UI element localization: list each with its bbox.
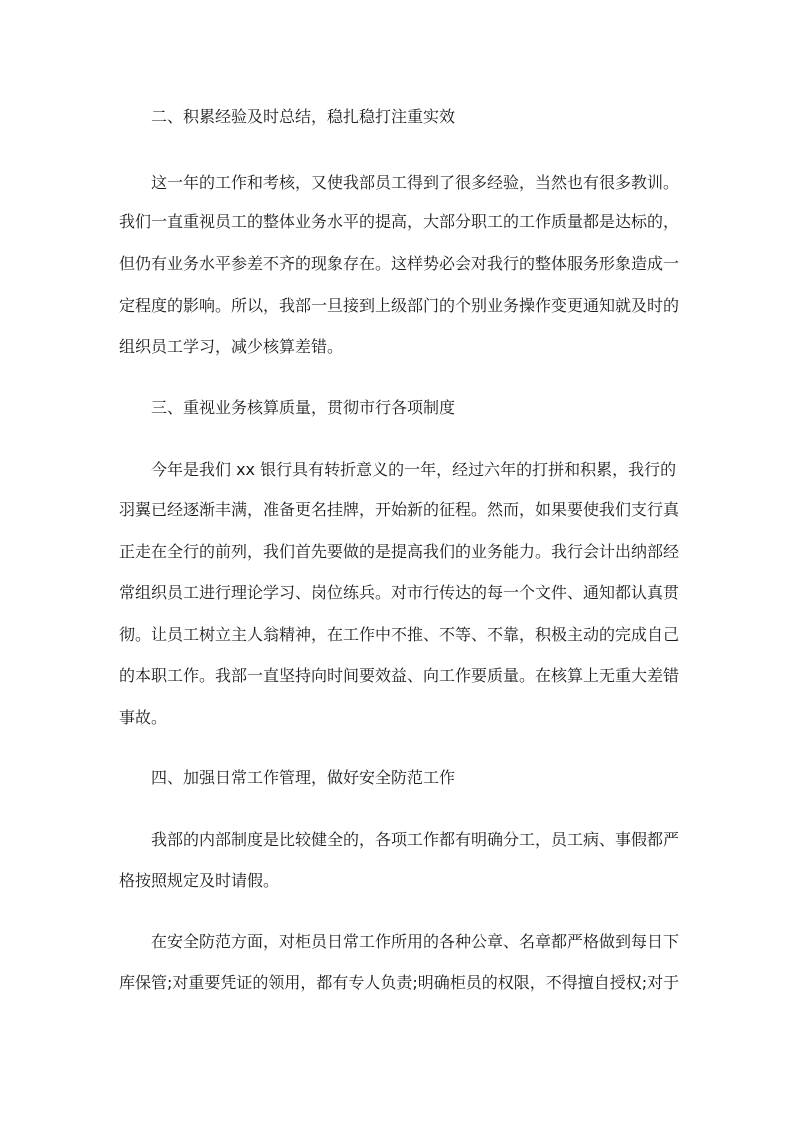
paragraph-line: 常组织员工进行理论学习、岗位练兵。对市行传达的每一个文件、通知都认真贯 xyxy=(119,583,680,602)
paragraph-line: 我们一直重视员工的整体业务水平的提高，大部分职工的工作质量都是达标的， xyxy=(119,212,680,231)
paragraph-line: 羽翼已经逐渐丰满，准备更名挂牌，开始新的征程。然而，如果要使我们支行真 xyxy=(119,500,680,519)
paragraph-line: 的本职工作。我部一直坚持向时间要效益、向工作要质量。在核算上无重大差错 xyxy=(119,666,680,685)
paragraph-line: 库保管;对重要凭证的领用，都有专人负责;明确柜员的权限，不得擅自授权;对于 xyxy=(119,973,680,992)
paragraph-line: 定程度的影响。所以，我部一旦接到上级部门的个别业务操作变更通知就及时的 xyxy=(119,296,680,315)
paragraph-line: 我部的内部制度是比较健全的，各项工作都有明确分工，员工病、事假都严 xyxy=(151,830,680,849)
section-heading: 三、重视业务核算质量，贯彻市行各项制度 xyxy=(151,398,456,417)
paragraph-line: 彻。让员工树立主人翁精神，在工作中不推、不等、不靠，积极主动的完成自己 xyxy=(119,625,680,644)
paragraph-line: 但仍有业务水平参差不齐的现象存在。这样势必会对我行的整体服务形象造成一 xyxy=(119,254,680,273)
paragraph-line: 今年是我们 xx 银行具有转折意义的一年，经过六年的打拼和积累，我行的 xyxy=(151,460,677,479)
section-heading: 二、积累经验及时总结，稳扎稳打注重实效 xyxy=(151,107,456,126)
paragraph-line: 这一年的工作和考核，又使我部员工得到了很多经验，当然也有很多教训。 xyxy=(151,173,680,192)
paragraph-line: 格按照规定及时请假。 xyxy=(119,871,280,890)
paragraph-line: 在安全防范方面，对柜员日常工作所用的各种公章、名章都严格做到每日下 xyxy=(151,932,680,951)
paragraph-line: 事故。 xyxy=(119,708,168,727)
paragraph-line: 正走在全行的前列，我们首先要做的是提高我们的业务能力。我行会计出纳部经 xyxy=(119,542,680,561)
section-heading: 四、加强日常工作管理，做好安全防范工作 xyxy=(151,768,456,787)
paragraph-line: 组织员工学习，减少核算差错。 xyxy=(119,337,344,356)
